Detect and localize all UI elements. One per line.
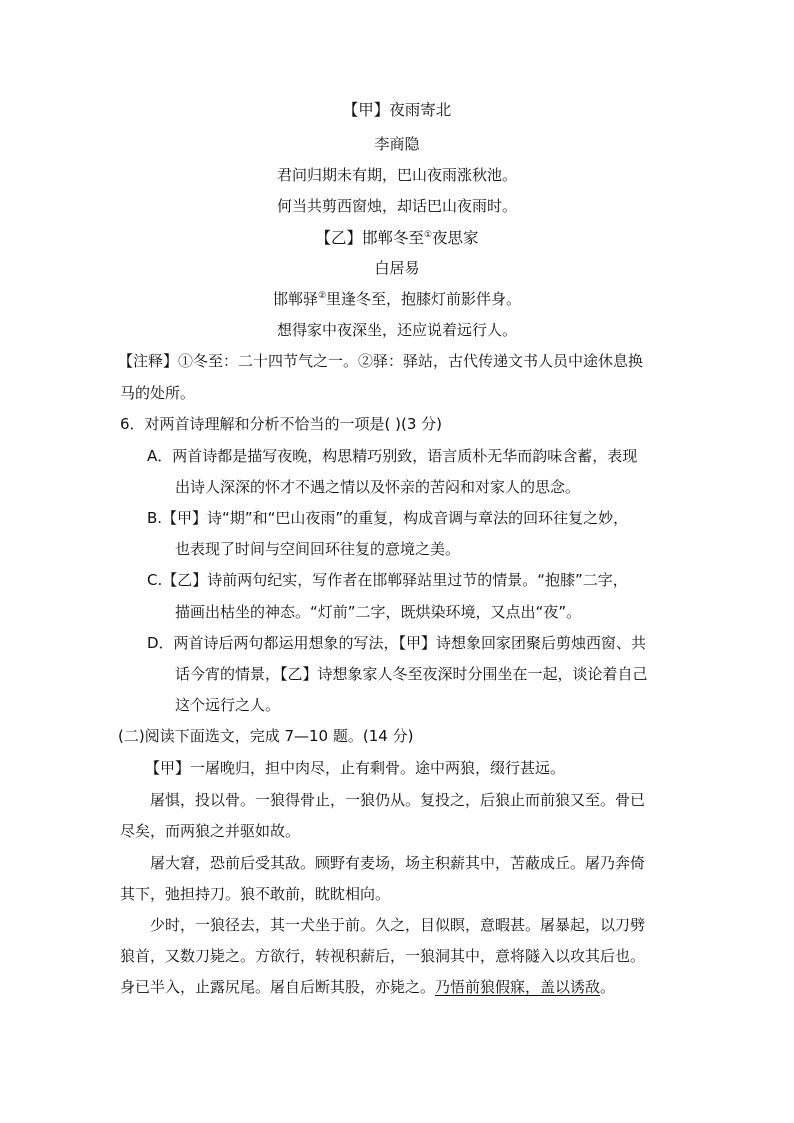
option-d-line-1: D．两首诗后两句都运用想象的写法，【甲】诗想象回家团聚后剪烛西窗、共 bbox=[147, 634, 647, 652]
poem-a-line-1: 君问归期未有期，巴山夜雨涨秋池。 bbox=[276, 166, 517, 184]
poem-b-title-text-end: 夜思家 bbox=[432, 229, 479, 247]
passage-p4-line-1: 少时，一狼径去，其一犬坐于前。久之，目似瞑，意暇甚。屠暴起，以刀劈 bbox=[150, 916, 646, 934]
option-c-line-1: C.【乙】诗前两句纪实，写作者在邯郸驿站里过节的情景。“抱膝”二字， bbox=[147, 571, 628, 589]
option-b-line-1: B.【甲】诗“期”和“巴山夜雨”的重复，构成音调与章法的回环往复之妙， bbox=[147, 509, 629, 527]
poem-a-author: 李商隐 bbox=[374, 135, 420, 153]
note-marker-2: ② bbox=[317, 291, 327, 301]
option-c-line-2: 描画出枯坐的神态。“灯前”二字，既烘染环境，又点出“夜”。 bbox=[175, 603, 582, 621]
notes-line-1: 【注释】①冬至：二十四节气之一。②驿：驿站，古代传递文书人员中途休息换 bbox=[118, 352, 644, 370]
note-marker-1: ① bbox=[423, 229, 433, 240]
passage-p3-line-2: 其下，弛担持刀。狼不敢前，眈眈相向。 bbox=[120, 885, 391, 903]
poem-b-line-1 bbox=[0, 289, 794, 309]
passage-p2-line-2: 尽矣，而两狼之并驱如故。 bbox=[120, 822, 301, 840]
passage-p3-line-1: 屠大窘，恐前后受其敌。顾野有麦场，场主积薪其中，苫蔽成丘。屠乃奔倚 bbox=[150, 854, 646, 872]
question-6-stem: 6．对两首诗理解和分析不恰当的一项是( )(3 分) bbox=[120, 415, 443, 433]
underlined-phrase-1: 乃悟前狼假寐， bbox=[435, 978, 541, 996]
poem-a-line-2: 何当共剪西窗烛，却话巴山夜雨时。 bbox=[276, 197, 517, 215]
option-b-line-2: 也表现了时间与空间回环往复的意境之美。 bbox=[175, 540, 461, 558]
poem-a-title: 【甲】夜雨寄北 bbox=[342, 101, 452, 119]
poem-b-title bbox=[0, 228, 794, 248]
section-2-heading: (二)阅读下面选文，完成 7—10 题。(14 分) bbox=[118, 727, 414, 745]
option-a-line-1: A．两首诗都是描写夜晚，构思精巧别致，语言质朴无华而韵味含蓄，表现 bbox=[147, 447, 638, 465]
passage-p4-line-3 bbox=[120, 977, 615, 997]
passage-p4-line-3-text: 身已半入，止露尻尾。屠自后断其股，亦毙之。 bbox=[120, 978, 436, 996]
passage-p4-line-2: 狼首，又数刀毙之。方欲行，转视积薪后，一狼洞其中，意将隧入以攻其后也。 bbox=[120, 947, 646, 965]
passage-p1: 【甲】一屠晚归，担中肉尽，止有剩骨。途中两狼，缀行甚远。 bbox=[145, 759, 566, 777]
underlined-phrase-2: 盖以诱敌 bbox=[540, 978, 601, 996]
passage-p2-line-1: 屠惧，投以骨。一狼得骨止，一狼仍从。复投之，后狼止而前狼又至。骨已 bbox=[150, 791, 646, 809]
notes-line-2: 马的处所。 bbox=[120, 384, 196, 402]
option-d-line-2: 话今宵的情景，【乙】诗想象家人冬至夜深时分围坐在一起，谈论着自己 bbox=[175, 665, 648, 683]
poem-b-author: 白居易 bbox=[374, 259, 420, 277]
poem-b-line-2: 想得家中夜深坐，还应说着远行人。 bbox=[276, 321, 517, 339]
poem-b-line-1-start: 邯郸驿 bbox=[272, 290, 318, 308]
option-d-line-3: 这个远行之人。 bbox=[175, 696, 281, 714]
passage-p4-line-3-end: 。 bbox=[600, 978, 616, 996]
poem-b-line-1-end: 里逢冬至，抱膝灯前影伴身。 bbox=[326, 290, 522, 308]
option-a-line-2: 出诗人深深的怀才不遇之情以及怀亲的苦闷和对家人的思念。 bbox=[175, 478, 581, 496]
poem-b-title-text: 【乙】邯郸冬至 bbox=[315, 229, 424, 247]
